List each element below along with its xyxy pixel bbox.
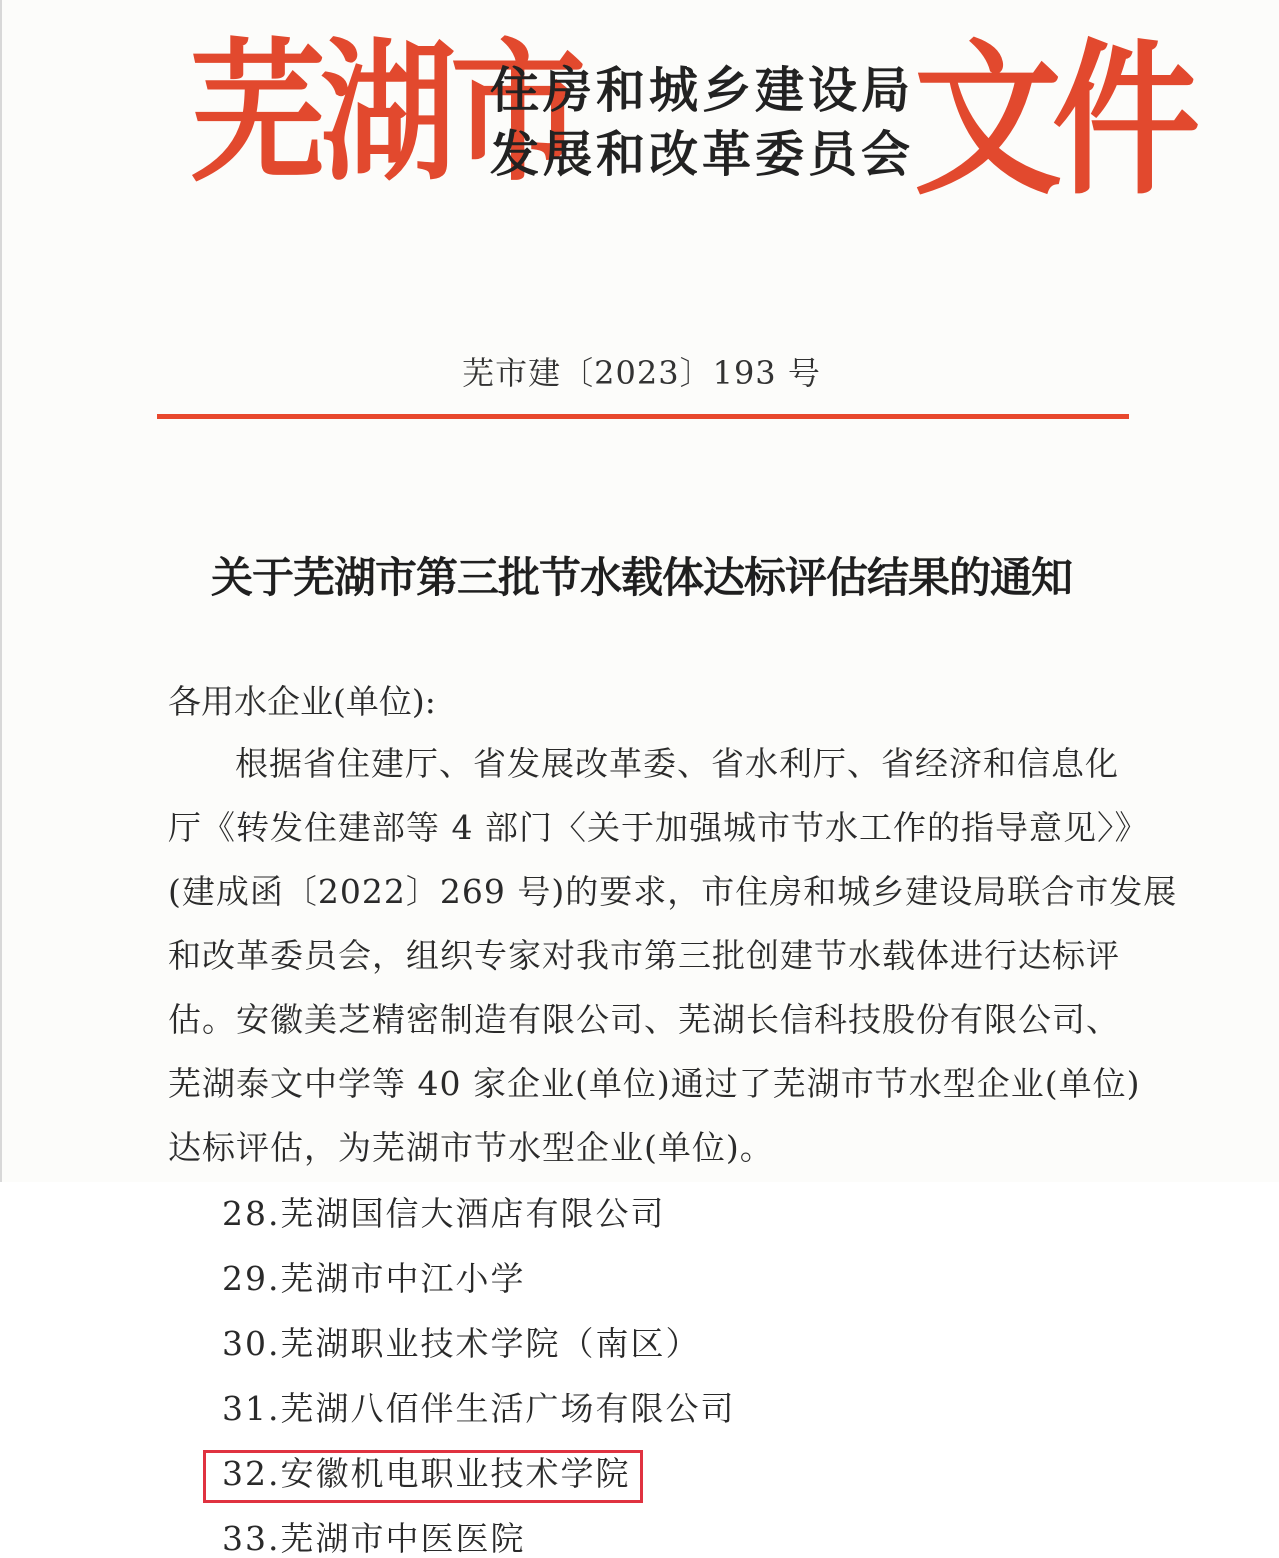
body-line-6: 芜湖泰文中学等 40 家企业(单位)通过了芜湖市节水型企业(单位) (168, 1064, 1141, 1103)
list-item: 33.芜湖市中医医院 (222, 1519, 526, 1558)
salutation: 各用水企业(单位): (168, 682, 436, 721)
body-line-1: 根据省住建厅、省发展改革委、省水利厅、省经济和信息化 (235, 744, 1119, 783)
document-number: 芜市建〔2023〕193 号 (462, 354, 821, 392)
header-dept-line2: 发展和改革委员会 (490, 125, 915, 183)
body-line-4: 和改革委员会，组织专家对我市第三批创建节水载体进行达标评 (168, 936, 1120, 975)
body-line-3: (建成函〔2022〕269 号)的要求，市住房和城乡建设局联合市发展 (168, 872, 1178, 911)
list-item: 31.芜湖八佰伴生活广场有限公司 (222, 1389, 736, 1428)
highlight-box (203, 1450, 643, 1503)
red-divider (157, 414, 1129, 419)
header-doc-type: 文件 (914, 24, 1190, 218)
list-item: 30.芜湖职业技术学院（南区） (222, 1324, 701, 1363)
body-line-5: 估。安徽美芝精密制造有限公司、芜湖长信科技股份有限公司、 (168, 1000, 1120, 1039)
list-item: 29.芜湖市中江小学 (222, 1259, 526, 1298)
header-city: 芜湖市 (190, 25, 580, 203)
list-item: 28.芜湖国信大酒店有限公司 (222, 1194, 666, 1233)
body-line-7: 达标评估，为芜湖市节水型企业(单位)。 (168, 1128, 774, 1167)
list-item-highlighted: 32.安徽机电职业技术学院 (222, 1454, 631, 1493)
header-dept-line1: 住房和城乡建设局 (490, 61, 915, 119)
body-line-2: 厅《转发住建部等 4 部门〈关于加强城市节水工作的指导意见〉》 (168, 808, 1149, 847)
notice-title: 关于芜湖市第三批节水载体达标评估结果的通知 (210, 553, 1072, 602)
